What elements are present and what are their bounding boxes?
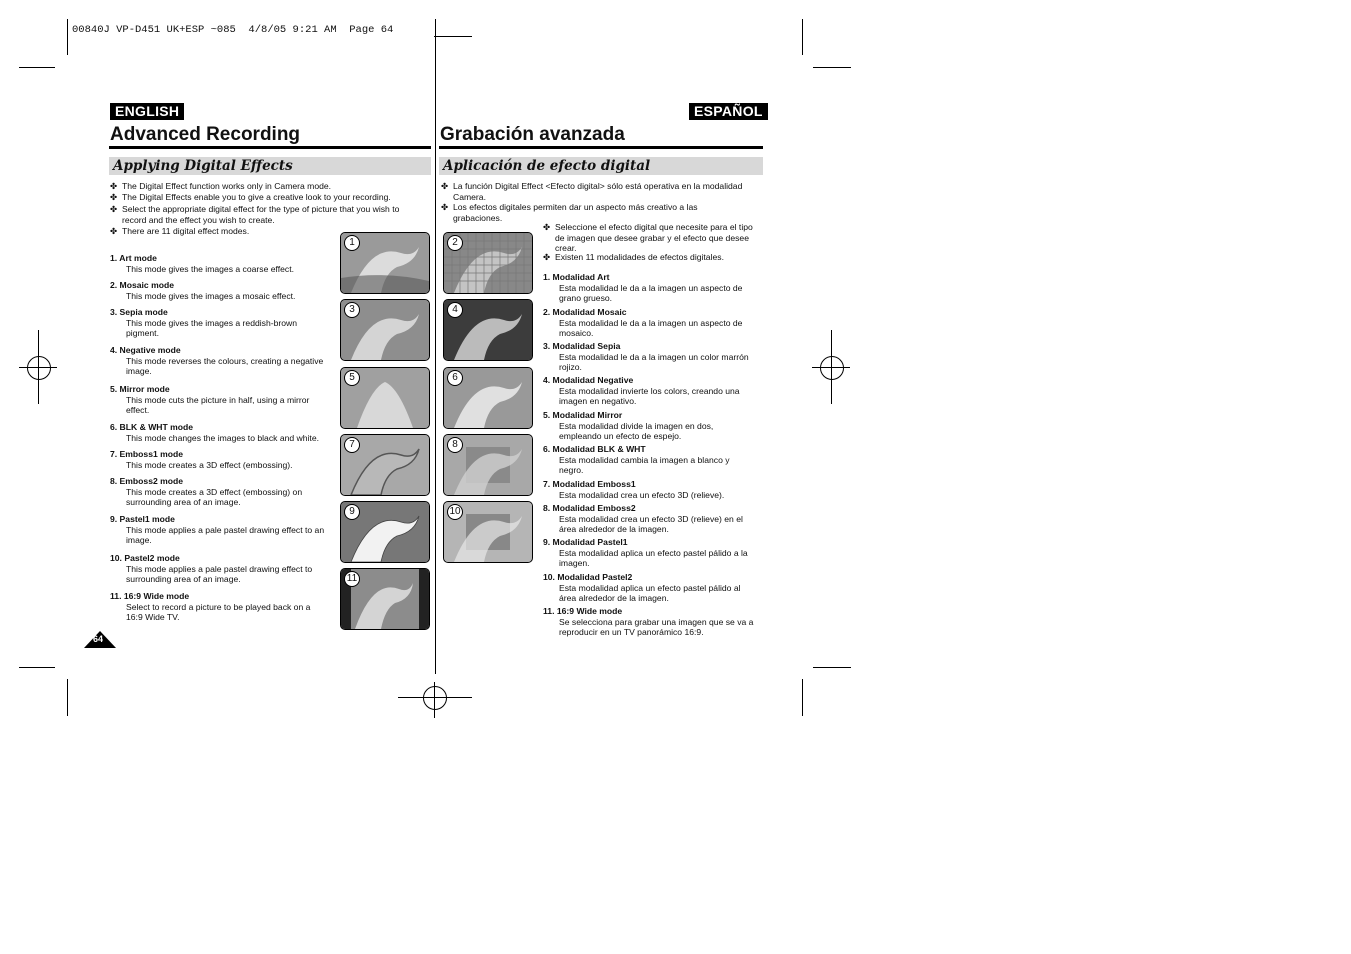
list-item: 7. Emboss1 mode This mode creates a 3D effect (embossing).: [110, 449, 293, 470]
effect-thumbnail: [443, 501, 533, 563]
list-item: 1. Art mode This mode gives the images a coarse effect.: [110, 253, 294, 274]
spanish-subtitle-bar: [439, 157, 763, 175]
list-item: 2. Modalidad Mosaic Esta modalidad le da a la imagen un aspecto de mosaico.: [543, 307, 743, 339]
list-item: 5. Modalidad Mirror Esta modalidad divide la imagen en dos, empleando un efecto de espejo.: [543, 410, 714, 442]
thumbnail-number: 7: [344, 437, 360, 453]
spanish-page-title: Grabación avanzada: [440, 124, 625, 145]
list-item: 5. Mirror mode This mode cuts the picture in half, using a mirror effect.: [110, 384, 310, 416]
effect-thumbnail: [443, 299, 533, 361]
bullet-icon: ✤: [543, 222, 551, 232]
list-item: 6. BLK & WHT mode This mode changes the images to black and white.: [110, 422, 319, 443]
list-item: 1. Modalidad Art Esta modalidad le da a la imagen un aspecto de grano grueso.: [543, 272, 743, 304]
list-item: 8. Modalidad Emboss2 Esta modalidad crea un efecto 3D (relieve) en el área alrededor de la imagen.: [543, 503, 743, 535]
effect-thumbnail: [340, 568, 430, 630]
list-item: 2. Mosaic mode This mode gives the images a mosaic effect.: [110, 280, 296, 301]
spanish-language-badge: ESPAÑOL: [689, 103, 768, 120]
list-item: 10. Pastel2 mode This mode applies a pale pastel drawing effect to surrounding area of an image.: [110, 553, 313, 585]
thumbnail-number: 4: [447, 302, 463, 318]
list-item: 3. Sepia mode This mode gives the images a reddish-brown pigment.: [110, 307, 298, 339]
list-item: 8. Emboss2 mode This mode creates a 3D effect (embossing) on surrounding area of an image.: [110, 476, 303, 508]
effect-thumbnail: [340, 501, 430, 563]
spanish-title-rule: [439, 146, 763, 149]
print-header: 00840J VP-D451 UK+ESP ~085 4/8/05 9:21 AM Page 64: [72, 24, 394, 36]
effect-thumbnail: [340, 434, 430, 496]
bullet-icon: ✤: [110, 204, 118, 214]
spanish-subtitle: Aplicación de efecto digital: [443, 158, 651, 174]
english-page-title: Advanced Recording: [110, 124, 301, 145]
bullet-icon: ✤: [543, 252, 551, 262]
list-item: 10. Modalidad Pastel2 Esta modalidad aplica un efecto pastel pálido al área alrededor de la imagen.: [543, 572, 741, 604]
bullet-icon: ✤: [110, 226, 118, 236]
list-item: 6. Modalidad BLK & WHT Esta modalidad cambia la imagen a blanco y negro.: [543, 444, 730, 476]
english-language-badge: ENGLISH: [110, 103, 184, 120]
list-item: 4. Negative mode This mode reverses the colours, creating a negative image.: [110, 345, 324, 377]
thumbnail-number: 11: [344, 571, 360, 587]
thumbnail-number: 10: [447, 504, 463, 520]
list-item: 9. Modalidad Pastel1 Esta modalidad aplica un efecto pastel pálido a la imagen.: [543, 537, 748, 569]
page-number: 64: [93, 634, 104, 644]
effect-thumbnail: [340, 367, 430, 429]
list-item: 9. Pastel1 mode This mode applies a pale pastel drawing effect to an image.: [110, 514, 325, 546]
list-item: 11. 16:9 Wide mode Se selecciona para grabar una imagen que se va a reproducir en un TV panorámico 16:9.: [543, 606, 754, 638]
bullet-icon: ✤: [441, 181, 449, 191]
english-subtitle: Applying Digital Effects: [113, 158, 293, 174]
list-item: 11. 16:9 Wide mode Select to record a picture to be played back on a 16:9 Wide TV.: [110, 591, 311, 623]
effect-thumbnail: [340, 232, 430, 294]
thumbnail-number: 9: [344, 504, 360, 520]
thumbnail-number: 3: [344, 302, 360, 318]
page-number-badge: [84, 631, 116, 648]
thumbnail-number: 5: [344, 370, 360, 386]
effect-thumbnail: [443, 434, 533, 496]
english-title-rule: [109, 146, 431, 149]
bullet-icon: ✤: [110, 181, 118, 191]
list-item: 7. Modalidad Emboss1 Esta modalidad crea un efecto 3D (relieve).: [543, 479, 725, 500]
thumbnail-number: 8: [447, 437, 463, 453]
list-item: 3. Modalidad Sepia Esta modalidad le da a la imagen un color marrón rojizo.: [543, 341, 749, 373]
effect-thumbnail: [443, 367, 533, 429]
effect-thumbnail: [340, 299, 430, 361]
effect-thumbnail: [443, 232, 533, 294]
bullet-icon: ✤: [441, 202, 449, 212]
thumbnail-number: 1: [344, 235, 360, 251]
bullet-icon: ✤: [110, 192, 118, 202]
english-subtitle-bar: [109, 157, 431, 175]
thumbnail-number: 2: [447, 235, 463, 251]
list-item: 4. Modalidad Negative Esta modalidad invierte los colors, creando una imagen en negativo.: [543, 375, 740, 407]
thumbnail-number: 6: [447, 370, 463, 386]
